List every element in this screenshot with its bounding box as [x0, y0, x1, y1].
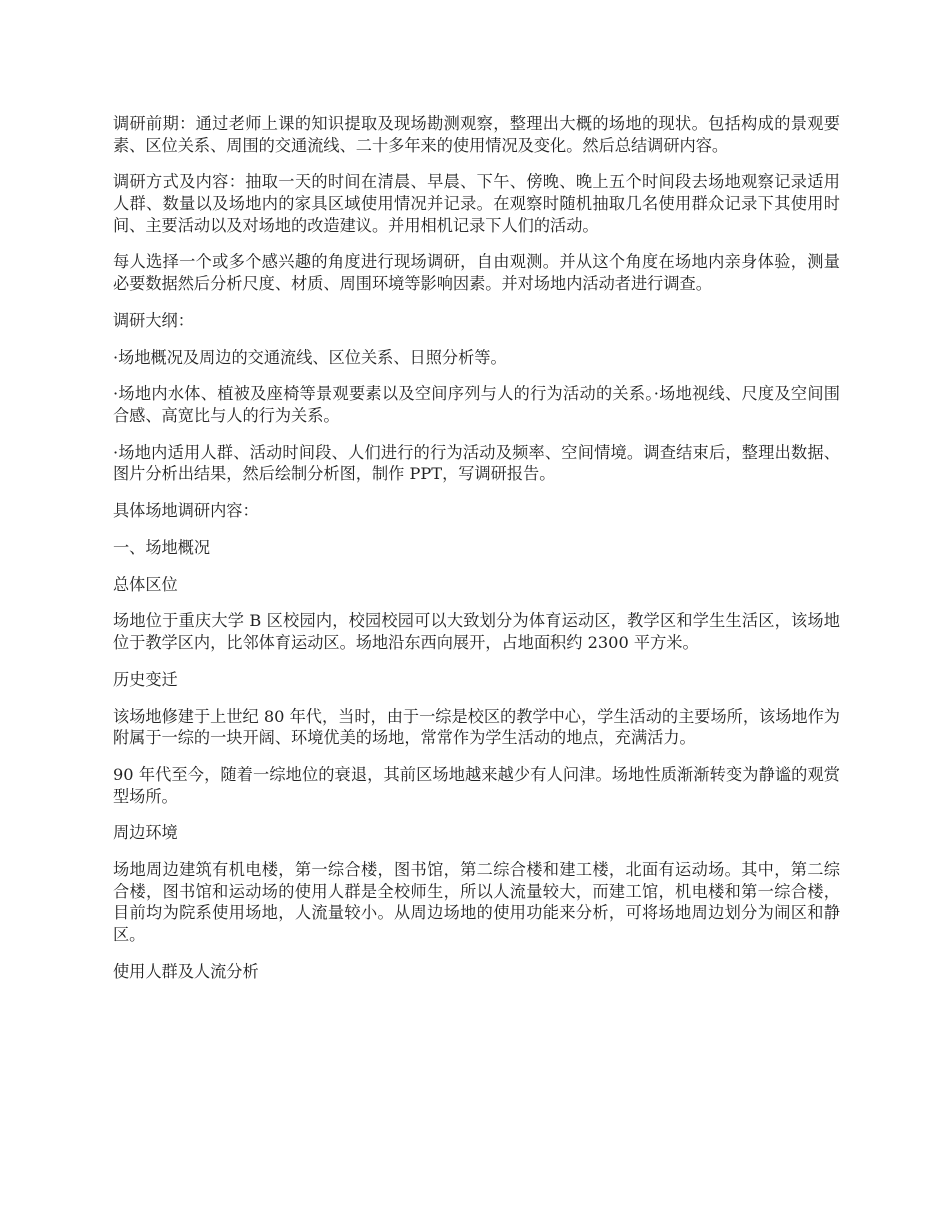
heading-surroundings: 周边环境: [113, 823, 178, 843]
heading-history: 历史变迁: [113, 669, 178, 689]
paragraph-history-80s: 该场地修建于上世纪 80 年代，当时，由于一综是校区的教学中心，学生活动的主要场所，该场地作为附属于一综的一块开阔、环境优美的场地，常常作为学生活动的地点，充满活力。: [113, 706, 840, 748]
paragraph-preliminary: 调研前期：通过老师上课的知识提取及现场勘测观察，整理出大概的场地的现状。包括构成的景观要素、区位关系、周围的交通流线、二十多年来的使用情况及变化。然后总结调研内容。: [113, 114, 840, 155]
heading-outline: 调研大纲：: [113, 310, 194, 330]
paragraph-angle: 每人选择一个或多个感兴趣的角度进行现场调研，自由观测。并从这个角度在场地内亲身体验，测量必要数据然后分析尺度、材质、周围环境等影响因素。并对场地内活动者进行调查。: [113, 252, 840, 293]
heading-user-flow: 使用人群及人流分析: [113, 961, 259, 981]
paragraph-location: 场地位于重庆大学 B 区校园内，校园校园可以大致划分为体育运动区，教学区和学生生活区，该场地位于教学区内，比邻体育运动区。场地沿东西向展开，占地面积约 2300 平方米。: [113, 611, 840, 652]
paragraph-method: 调研方式及内容：抽取一天的时间在清晨、早晨、下午、傍晚、晚上五个时间段去场地观察记录适用人群、数量以及场地内的家具区域使用情况并记录。在观察时随机抽取几名使用群众记录下其使用时间、主要活动以及对场地的改造建议。并用相机记录下人们的活动。: [113, 172, 840, 235]
heading-site-overview: 一、场地概况: [113, 537, 211, 557]
outline-item-1: ·场地概况及周边的交通流线、区位关系、日照分析等。: [113, 347, 507, 367]
outline-item-2: ·场地内水体、植被及座椅等景观要素以及空间序列与人的行为活动的关系。·场地视线、尺度及空间围合感、高宽比与人的行为关系。: [113, 384, 840, 425]
paragraph-history-90s: 90 年代至今，随着一综地位的衰退，其前区场地越来越少有人问津。场地性质渐渐转变为静谧的观赏型场所。: [113, 764, 840, 806]
document-body: [113, 113, 840, 997]
heading-location: 总体区位: [113, 574, 178, 594]
outline-item-3: ·场地内适用人群、活动时间段、人们进行的行为活动及频率、空间情境。调查结束后，整理出数据、图片分析出结果，然后绘制分析图，制作 PPT，写调研报告。: [113, 442, 840, 484]
paragraph-surroundings: 场地周边建筑有机电楼，第一综合楼，图书馆，第二综合楼和建工楼，北面有运动场。其中，第二综合楼，图书馆和运动场的使用人群是全校师生，所以人流量较大，而建工馆，机电楼和第一综合楼，目前均为院系使用场地，人流量较小。从周边场地的使用功能来分析，可将场地周边划分为闹区和静区。: [113, 860, 840, 944]
heading-specific-content: 具体场地调研内容：: [113, 501, 259, 521]
